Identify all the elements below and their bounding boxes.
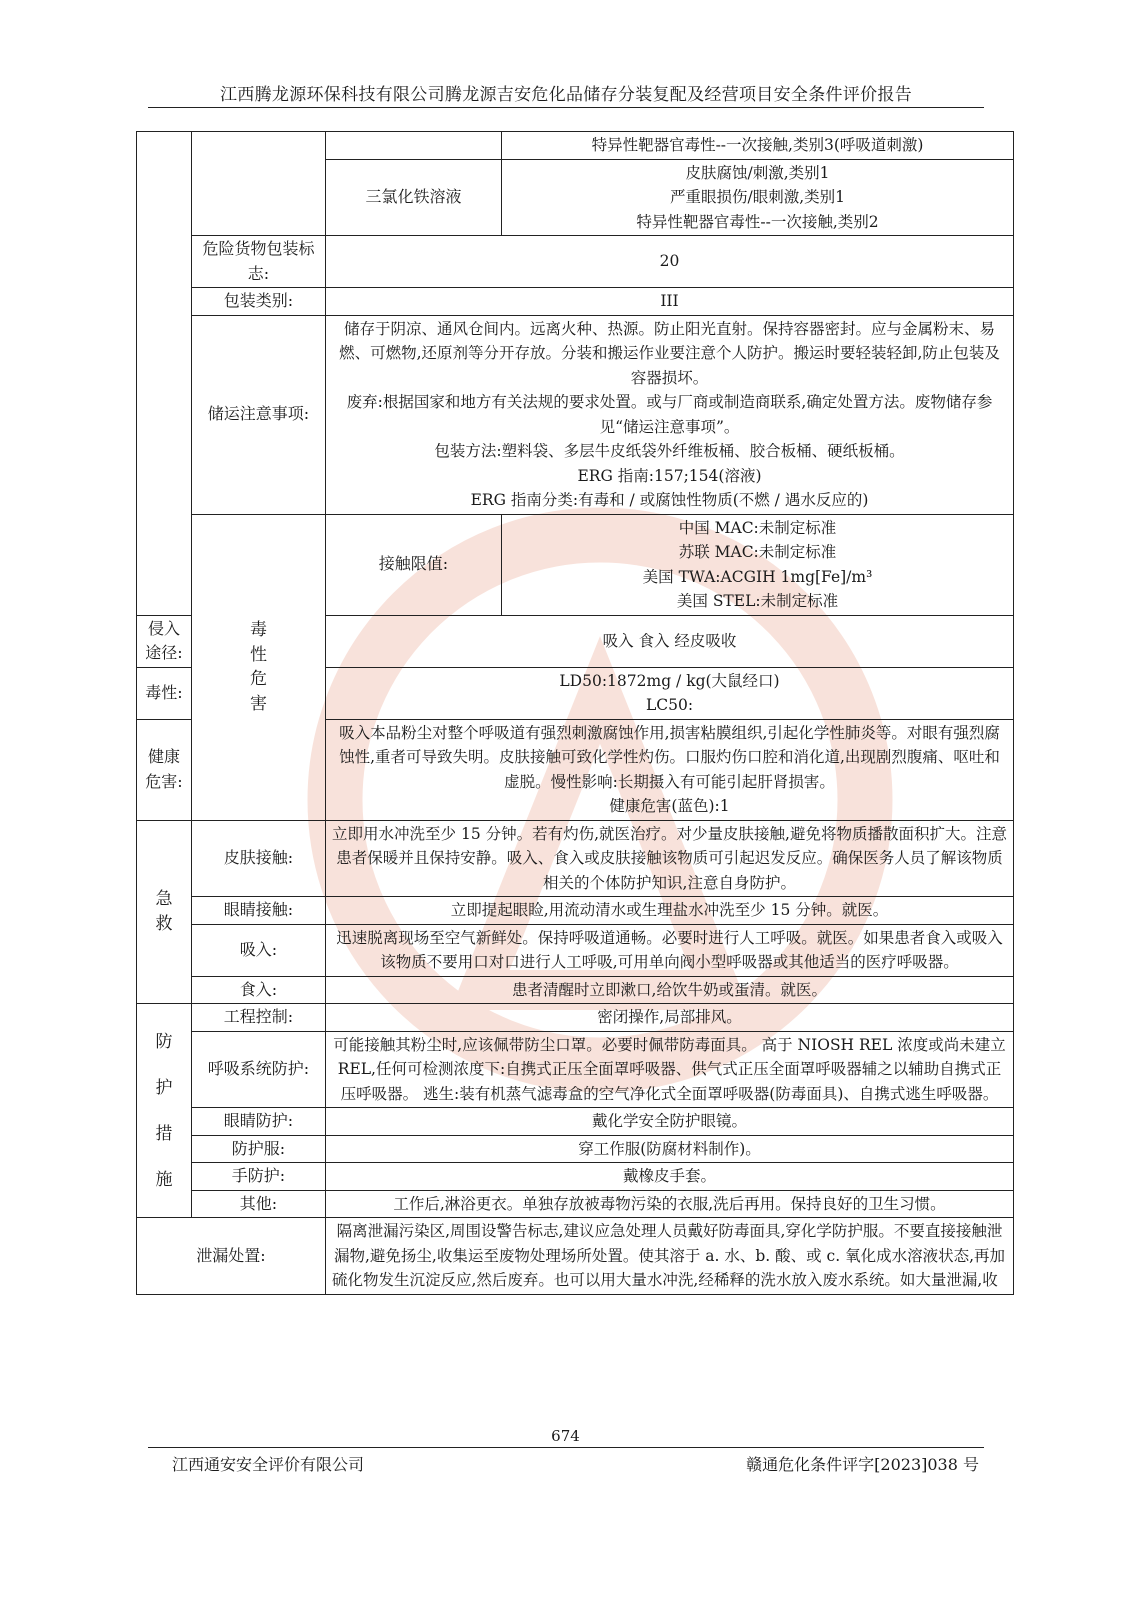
hand-protect-text: 戴橡皮手套。 [326, 1163, 1014, 1191]
footer-company: 江西通安安全评价有限公司 [172, 1455, 365, 1474]
storage-line: ERG 指南分类:有毒和 / 或腐蚀性物质(不燃 / 遇水反应的) [470, 491, 869, 509]
ingest-text: 患者清醒时立即漱口,给饮牛奶或蛋清。就医。 [326, 976, 1014, 1004]
stot-resp-cell: 特异性靶器官毒性--一次接触,类别3(呼吸道刺激) [502, 132, 1014, 160]
tox-line: LD50:1872mg / kg(大鼠经口) [559, 671, 780, 690]
footer-report-number: 赣通危化条件评字[2023]038 号 [746, 1455, 979, 1474]
health-cell [326, 719, 1014, 820]
page-header: 江西腾龙源环保科技有限公司腾龙源吉安危化品储存分装复配及经营项目安全条件评价报告 [220, 85, 912, 105]
eye-protect-label: 眼睛防护: [192, 1108, 326, 1136]
pack-mark-label: 危险货物包装标志: [192, 236, 326, 288]
header-divider [148, 107, 984, 108]
storage-line: ERG 指南:157;154(溶液) [577, 466, 762, 485]
exposure-line: 美国 STEL:未制定标准 [676, 592, 839, 610]
pack-class-value: III [326, 288, 1014, 316]
inhale-label: 吸入: [192, 924, 326, 976]
storage-line: 储存于阴凉、通风仓间内。远离火种、热源。防止阳光直射。保持容器密封。应与金属粉末、易燃、可燃物,还原剂等分开存放。分装和搬运作业要注意个人防护。搬运时要轻装轻卸,防止包装及容器损坏。 [339, 319, 1000, 387]
exposure-cell [502, 514, 1014, 615]
continued-label-cell [192, 132, 326, 236]
ingest-label: 食入: [192, 976, 326, 1004]
storage-line: 包装方法:塑料袋、多层牛皮纸袋外纤维板桶、胶合板桶、硬纸板桶。 [434, 442, 905, 460]
tox-line: LC50: [645, 696, 694, 714]
exposure-line: 中国 MAC:未制定标准 [678, 518, 837, 537]
exposure-line: 苏联 MAC:未制定标准 [678, 543, 837, 561]
storage-cell [326, 315, 1014, 514]
suit-label: 防护服: [192, 1135, 326, 1163]
skin-text: 立即用水冲洗至少 15 分钟。若有灼伤,就医治疗。对少量皮肤接触,避免将物质播散面积扩大。注意患者保暖并且保持安静。吸入、食入或皮肤接触该物质可引起迟发反应。确保医务人员了解该物质相关的个体防护知识,注意自身防护。 [326, 820, 1014, 897]
table-row [137, 1190, 1014, 1218]
page-number: 674 [551, 1427, 580, 1445]
other-label: 其他: [192, 1190, 326, 1218]
section-toxicity: 毒性危害 [192, 514, 326, 820]
table-row [137, 1108, 1014, 1136]
hazard-line: 严重眼损伤/眼刺激,类别1 [669, 188, 845, 206]
storage-label: 储运注意事项: [192, 315, 326, 514]
footer-divider [148, 1447, 984, 1448]
resp-protect-text: 可能接触其粉尘时,应该佩带防尘口罩。必要时佩带防毒面具。 高于 NIOSH REL 浓度或尚未建立 REL,任何可检测浓度下:自携式正压全面罩呼吸器、供气式正压全面罩呼吸器辅之以辅助自携式正压呼吸器。 逃生:装有机蒸气滤毒盒的空气净化式全面罩呼吸器(防毒面具)、自携式逃生呼吸器。 [326, 1031, 1014, 1108]
table-row [137, 288, 1014, 316]
pack-mark-value: 20 [326, 236, 1014, 288]
pack-class-label: 包装类别: [192, 288, 326, 316]
hazard-line: 特异性靶器官毒性--一次接触,类别2 [636, 212, 879, 231]
table-row [137, 1163, 1014, 1191]
other-text: 工作后,淋浴更衣。单独存放被毒物污染的衣服,洗后再用。保持良好的卫生习惯。 [326, 1190, 1014, 1218]
table-row [137, 514, 1014, 615]
eng-control-text: 密闭操作,局部排风。 [326, 1004, 1014, 1032]
health-rating: 健康危害(蓝色):1 [609, 797, 730, 815]
exposure-line: 美国 TWA:ACGIH 1mg[Fe]/m³ [642, 567, 873, 586]
resp-protect-label: 呼吸系统防护: [192, 1031, 326, 1108]
table-row [137, 1031, 1014, 1108]
empty-name-cell [326, 132, 502, 160]
storage-line: 废弃:根据国家和地方有关法规的要求处置。或与厂商或制造商联系,确定处置方法。废物储存参见“储运注意事项”。 [346, 393, 993, 436]
section-protection: 防护措施 [137, 1004, 192, 1218]
route-label: 侵入途径: [137, 615, 192, 667]
spill-label: 泄漏处置: [137, 1218, 326, 1295]
table-row [137, 1135, 1014, 1163]
continued-section-cell [137, 132, 192, 616]
eye-protect-text: 戴化学安全防护眼镜。 [326, 1108, 1014, 1136]
table-row [137, 1004, 1014, 1032]
eye-contact-label: 眼睛接触: [192, 897, 326, 925]
health-label: 健康危害: [137, 719, 192, 820]
table-row [137, 820, 1014, 897]
table-row [137, 1218, 1014, 1295]
tox-cell [326, 667, 1014, 719]
hand-protect-label: 手防护: [192, 1163, 326, 1191]
table-row [137, 976, 1014, 1004]
health-text: 吸入本品粉尘对整个呼吸道有强烈刺激腐蚀作用,损害粘膜组织,引起化学性肺炎等。对眼有强烈腐蚀性,重者可导致失明。皮肤接触可致化学性灼伤。口服灼伤口腔和消化道,出现剧烈腹痛、呕吐和虚脱。慢性影响:长期摄入有可能引起肝肾损害。 [339, 723, 1000, 791]
suit-text: 穿工作服(防腐材料制作)。 [326, 1135, 1014, 1163]
spill-text: 隔离泄漏污染区,周围设警告标志,建议应急处理人员戴好防毒面具,穿化学防护服。不要直接接触泄漏物,避免扬尘,收集运至废物处理场所处置。使其溶于 a. 水、b. 酸、或 c. 氧化成水溶液状态,再加硫化物发生沉淀反应,然后废弃。也可以用大量水冲洗,经稀释的洗水放入废水系统。如大量泄漏,收 [326, 1218, 1014, 1295]
skin-label: 皮肤接触: [192, 820, 326, 897]
table-row [137, 897, 1014, 925]
table-row [137, 315, 1014, 514]
inhale-text: 迅速脱离现场至空气新鲜处。保持呼吸道通畅。必要时进行人工呼吸。就医。如果患者食入或吸入该物质不要用口对口进行人工呼吸,可用单向阀小型呼吸器或其他适当的医疗呼吸器。 [326, 924, 1014, 976]
table-row [137, 236, 1014, 288]
section-first-aid: 急救 [137, 820, 192, 1004]
msds-table [136, 131, 1014, 1295]
route-value: 吸入 食入 经皮吸收 [326, 615, 1014, 667]
table-row [137, 132, 1014, 160]
fecl3-name-cell: 三氯化铁溶液 [326, 159, 502, 236]
fecl3-hazards-cell [502, 159, 1014, 236]
hazard-line: 皮肤腐蚀/刺激,类别1 [685, 163, 830, 182]
eng-control-label: 工程控制: [192, 1004, 326, 1032]
exposure-label: 接触限值: [326, 514, 502, 615]
table-row [137, 924, 1014, 976]
eye-contact-text: 立即提起眼睑,用流动清水或生理盐水冲洗至少 15 分钟。就医。 [326, 897, 1014, 925]
tox-label: 毒性: [137, 667, 192, 719]
